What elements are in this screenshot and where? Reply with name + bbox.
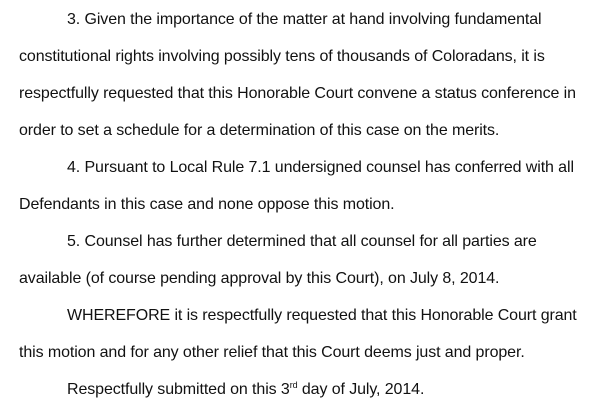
paragraph-5-line-1: 5. Counsel has further determined that all counsel for all parties are bbox=[67, 233, 537, 250]
paragraph-3-line-3: respectfully requested that this Honorable Court convene a status conference in bbox=[19, 85, 576, 102]
closing-line bbox=[67, 380, 424, 400]
wherefore-line-2: this motion and for any other relief that this Court deems just and proper. bbox=[19, 344, 525, 361]
paragraph-5-line-2: available (of course pending approval by this Court), on July 8, 2014. bbox=[19, 270, 500, 287]
closing-prefix: Respectfully submitted on this 3 bbox=[67, 381, 290, 398]
paragraph-4-line-2: Defendants in this case and none oppose this motion. bbox=[19, 196, 395, 213]
wherefore-line-1: WHEREFORE it is respectfully requested that this Honorable Court grant bbox=[67, 307, 577, 324]
closing-suffix: day of July, 2014. bbox=[297, 381, 425, 398]
paragraph-3-line-2: constitutional rights involving possibly tens of thousands of Coloradans, it is bbox=[19, 48, 545, 65]
paragraph-3-line-1: 3. Given the importance of the matter at hand involving fundamental bbox=[67, 11, 542, 28]
paragraph-4-line-1: 4. Pursuant to Local Rule 7.1 undersigned counsel has conferred with all bbox=[67, 159, 574, 176]
paragraph-3-line-4: order to set a schedule for a determination of this case on the merits. bbox=[19, 122, 500, 139]
closing-ordinal-superscript: rd bbox=[289, 380, 298, 390]
